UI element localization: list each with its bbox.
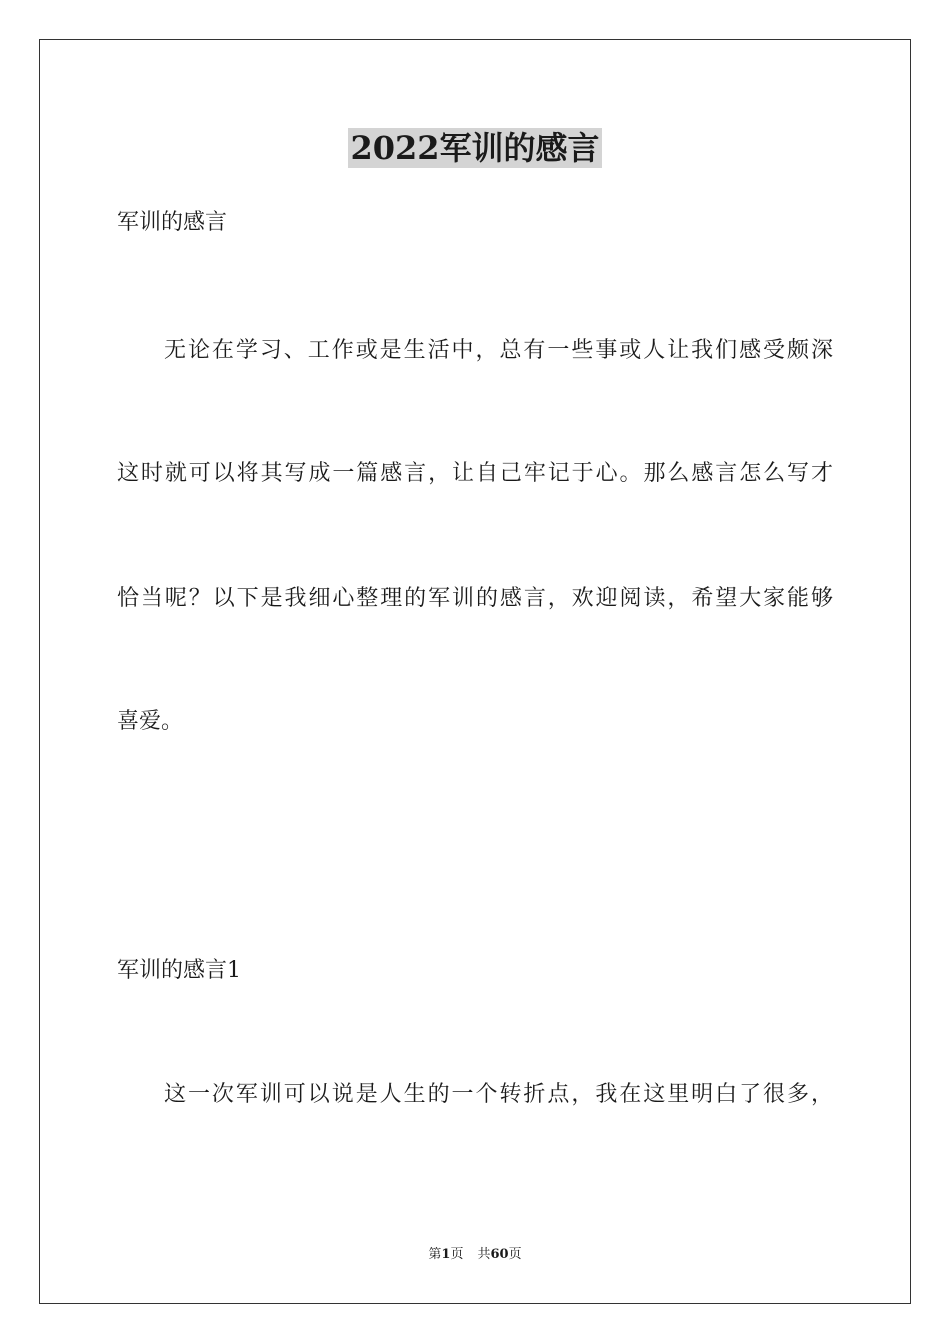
section-line-1: 这一次军训可以说是人生的一个转折点，我在这里明白了很多， [164,1082,833,1107]
page-footer [0,1246,950,1264]
intro-line-3: 恰当呢？以下是我细心整理的军训的感言，欢迎阅读，希望大家能够 [117,586,833,611]
footer-page-current: 1 [441,1247,451,1262]
intro-line-4: 喜爱。 [117,709,184,734]
intro-line-1: 无论在学习、工作或是生活中，总有一些事或人让我们感受颇深 [164,338,833,363]
section-heading: 军训的感言1 [117,958,241,983]
footer-total-unit: 页 [508,1247,522,1262]
footer-total-prefix: 共 [477,1247,491,1262]
document-title: 2022军训的感言 [350,129,600,167]
footer-page-unit: 页 [450,1247,464,1262]
document-subtitle: 军训的感言 [117,210,228,235]
document-title-block [0,128,950,174]
footer-page-prefix: 第 [428,1247,442,1262]
footer-page-total: 60 [490,1247,509,1262]
intro-line-2: 这时就可以将其写成一篇感言，让自己牢记于心。那么感言怎么写才 [117,461,833,486]
